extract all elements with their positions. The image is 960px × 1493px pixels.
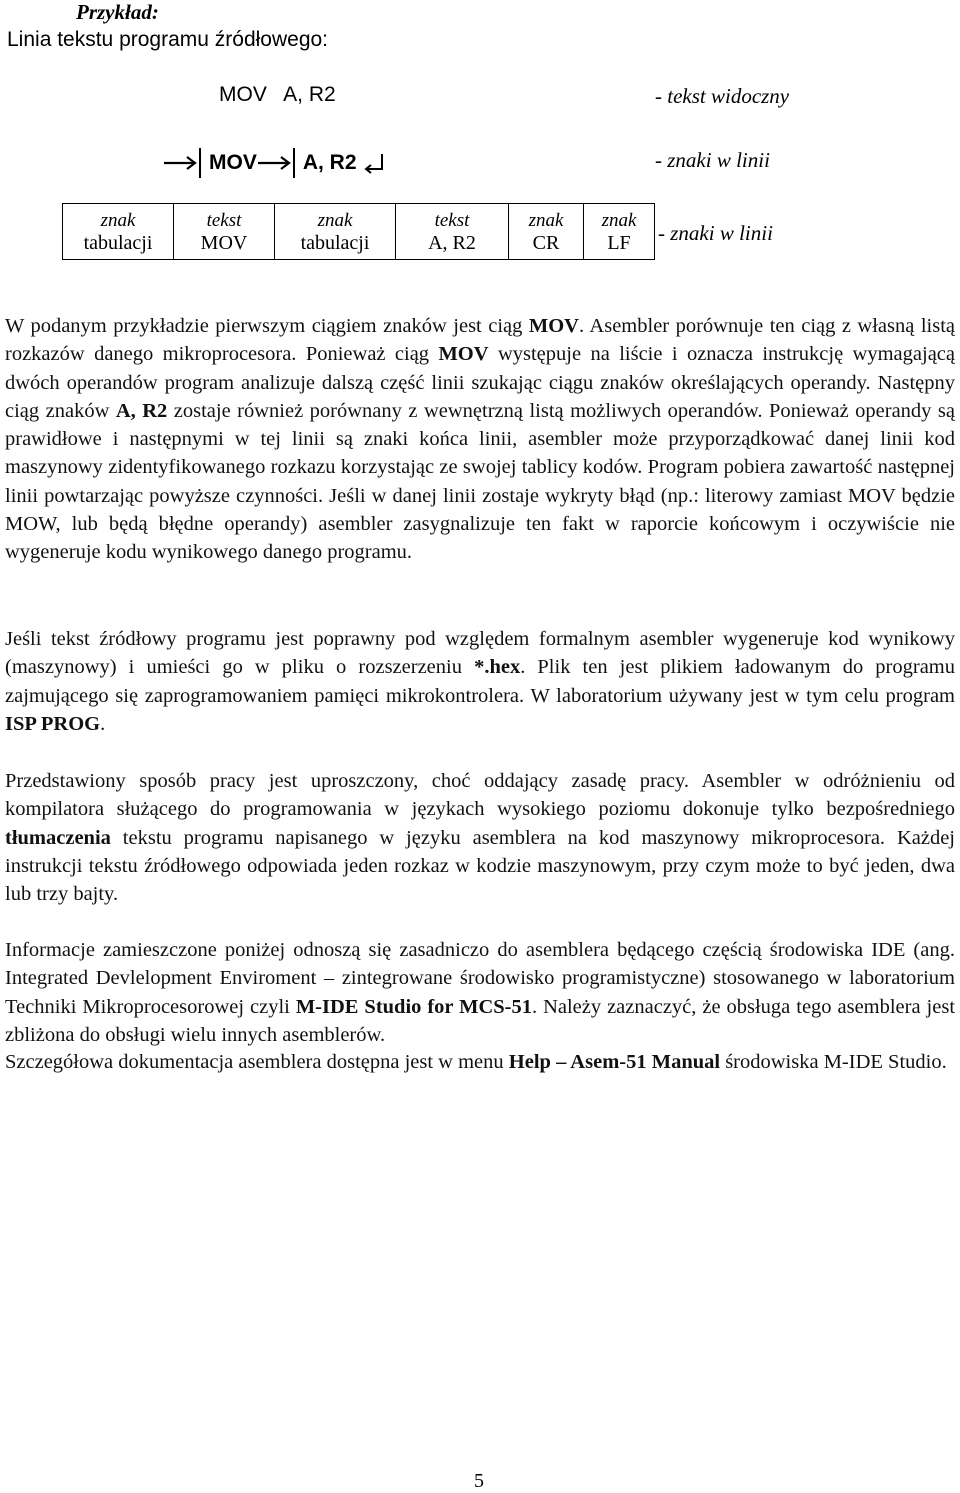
example-subheading: Linia tekstu programu źródłowego: [7,28,329,51]
example-heading: Przykład: [76,0,159,24]
seq-cell: znak LF [584,204,655,260]
tab-arrow-icon [163,153,197,173]
paragraph-output: Jeśli tekst źródłowy programu jest poprawny pod względem formalnym asembler wygeneruje kod wynikowy (maszynowy) i umieści go w pliku o rozszerzeniu *.hex. Plik ten jest plikiem ładowanym do programu zajmującego się zaprogramowaniem pamięci mikrokontrolera. W laboratorium używany jest w tym celu program ISP PROG. [5,628,955,735]
tab-stop-bar [199,148,201,178]
seq-cell: tekst A, R2 [396,204,509,260]
token-line [163,146,385,180]
note-visible-text: - tekst widoczny [655,84,790,108]
paragraph-ide: Informacje zamieszczone poniżej odnoszą się zasadniczo do asemblera będącego częścią środowiska IDE (ang. Integrated Devlelopment Enviroment – zintegrowane środowisko programistyczne) stosowanego w laboratorium Techniki Mikroprocesorowej czyli M-IDE Studio for MCS-51. Należy zaznaczyć, że obsługa tego asemblera jest zbliżona do obsługi wielu innych asemblerów. [5,939,956,1046]
seq-cell: znak tabulacji [275,204,396,260]
source-line: MOV A, R2 [219,83,336,106]
tab-stop-bar [293,148,295,178]
note-chars-in-line-table: - znaki w linii [658,221,773,245]
note-chars-in-line: - znaki w linii [655,148,770,172]
token-mnemonic: MOV [209,151,257,174]
seq-cell: znak tabulacji [63,204,174,260]
tab-arrow-icon [257,153,291,173]
paragraph-documentation: Szczegółowa dokumentacja asemblera dostępna jest w menu Help – Asem-51 Manual środowiska M-IDE Studio. [5,1051,947,1073]
paragraph-translation: Przedstawiony sposób pracy jest uproszczony, choć oddający zasadę pracy. Asembler w odróżnieniu od kompilatora służącego do programowania w językach wysokiego poziomu dokonuje tylko bezpośredniego tłumaczenia tekstu programu napisanego w języku asemblera na kod maszynowy mikroprocesora. Każdej instrukcji tekstu źródłowego odpowiada jeden rozkaz w kodzie maszynowym, przy czym może to być jeden, dwa lub trzy bajty. [5,770,955,906]
page-number: 5 [474,1470,484,1492]
paragraph-analysis: W podanym przykładzie pierwszym ciągiem znaków jest ciąg MOV. Asembler porównuje ten ciąg z własną listą rozkazów danego mikroprocesora. Ponieważ ciąg MOV występuje na liście i oznacza instrukcję wymagającą dwóch operandów program analizuje dalszą część linii szukając ciągu znaków określających operandy. Następny ciąg znaków A, R2 zostaje również porównany z wewnętrzną listą możliwych operandów. Ponieważ operandy są prawidłowe i następnymi w tej linii są znaki końca linii, asembler może przyporządkować danej linii kod maszynowy zidentyfikowanego rozkazu korzystając ze swojej tablicy kodów. Program pobiera zawartość następnej linii powtarzając powyższe czynności. Jeśli w danej linii zostaje wykryty błąd (np.: literowy zamiast MOV będzie MOW, lub będą błędne operandy) asembler zasygnalizuje ten fakt w raporcie końcowym i oczywiście nie wygeneruje kodu wynikowego danego programu. [5,315,955,564]
character-sequence-table [62,203,655,260]
enter-return-icon [363,152,385,174]
token-operands: A, R2 [302,151,357,174]
seq-cell: znak CR [509,204,584,260]
seq-cell: tekst MOV [174,204,275,260]
